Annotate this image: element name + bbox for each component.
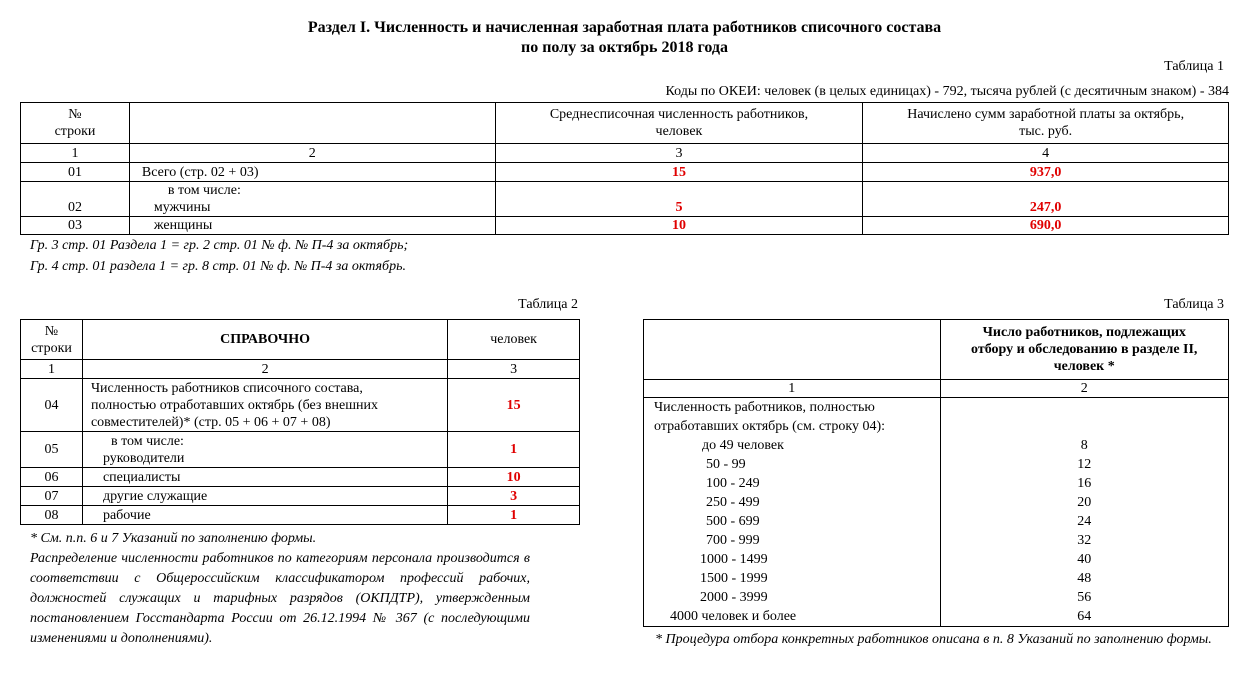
table-row: 05 в том числе: руководители 1 (21, 432, 580, 468)
list-item: до 49 человек (702, 438, 784, 453)
table3 (643, 319, 1229, 627)
table1-header-sum: Начислено сумм заработной платы за октябрь, тыс. руб. (863, 103, 1229, 144)
list-item: 1500 - 1999 (700, 571, 768, 586)
table-row: 02 в том числе: мужчины 5 247,0 (21, 182, 1229, 217)
table2-note: Распределение численности работников по категориям персонала производится в соответствии с Общероссийским классификатором профессий рабочих, должностей служащих и тарифных разрядов (ОКПДТР), утвержденным постановлением Госстандарта России от 26.12.1994 № 367 (с последующими изменениями и дополнениями). (30, 551, 530, 646)
list-item: 700 - 999 (706, 533, 760, 548)
list-item-value: 40 (1077, 552, 1092, 567)
table-row: 04 Численность работников списочного состава, полностью отработавших октябрь (без внешних совместителей)* (стр. 05 + 06 + 07 + 08) 15 (21, 379, 580, 432)
list-item-value: 12 (1077, 457, 1092, 472)
table3-intro: Численность работников, полностью (654, 400, 875, 415)
list-item-value: 64 (1077, 609, 1092, 624)
section-title-line2: по полу за октябрь 2018 года (520, 39, 728, 56)
table1-header-count: Среднесписочная численность работников, человек (495, 103, 863, 144)
table3-body: Численность работников, полностью отработавших октябрь (см. строку 04): до 49 человек 50 - 99 100 - 249 250 - 499 500 - 699 700 - 999 1000 - 1499 1500 - 1999 2000 - 3999 4000 человек и более 8 12 16 20 24 32 40 48 56 64 (644, 398, 1229, 627)
table1-col-numbers: 1 2 3 4 (21, 144, 1229, 163)
table1-header-row-no: № строки (21, 103, 130, 144)
list-item: 1000 - 1499 (700, 552, 768, 567)
list-item: 50 - 99 (706, 457, 746, 472)
table-row: 03 женщины 10 690,0 (21, 217, 1229, 235)
table2-footnote: * См. п.п. 6 и 7 Указаний по заполнению формы. (30, 531, 317, 546)
list-item-value: 56 (1077, 590, 1092, 605)
table-row: 07 другие служащие 3 (21, 487, 580, 506)
table2-header-unit: человек (448, 320, 580, 360)
list-item: 4000 человек и более (670, 609, 797, 624)
list-item-value: 20 (1077, 495, 1092, 510)
list-item: 2000 - 3999 (700, 590, 768, 605)
list-item-value: 8 (1080, 438, 1088, 453)
list-item-value: 16 (1077, 476, 1092, 491)
list-item-value: 24 (1077, 514, 1092, 529)
table3-footnote: * Процедура отбора конкретных работников описана в п. 8 Указаний по заполнению формы. (655, 632, 1212, 647)
table3-col-numbers: 1 2 (644, 380, 1229, 398)
table2-label: Таблица 2 (518, 297, 578, 312)
table1-note-1: Гр. 3 стр. 01 Раздела 1 = гр. 2 стр. 01 № ф. № П-4 за октябрь; (30, 238, 409, 253)
table2-header-row-no: № строки (21, 320, 83, 360)
table2-col-numbers: 1 2 3 (21, 360, 580, 379)
table3-label: Таблица 3 (1164, 297, 1224, 312)
table-row: 06 специалисты 10 (21, 468, 580, 487)
table1 (20, 102, 1229, 235)
list-item: 250 - 499 (706, 495, 760, 510)
table3-header: Число работников, подлежащих отбору и обследованию в разделе II, человек * (940, 320, 1229, 380)
table2 (20, 319, 580, 525)
section-title-line1: Раздел I. Численность и начисленная заработная плата работников списочного состава (307, 19, 942, 36)
table1-note-2: Гр. 4 стр. 01 раздела 1 = гр. 8 стр. 01 № ф. № П-4 за октябрь. (30, 259, 406, 274)
table3-header-empty (644, 320, 941, 380)
list-item: 500 - 699 (706, 514, 760, 529)
table1-label: Таблица 1 (1164, 59, 1224, 74)
list-item-value: 32 (1077, 533, 1092, 548)
list-item: 100 - 249 (706, 476, 760, 491)
table-row: 08 рабочие 1 (21, 506, 580, 525)
list-item-value: 48 (1077, 571, 1092, 586)
table1-okei-codes: Коды по ОКЕИ: человек (в целых единицах) - 792, тысяча рублей (с десятичным знаком) - 384 (665, 84, 1229, 99)
table-row: 01 Всего (стр. 02 + 03) 15 937,0 (21, 163, 1229, 182)
table1-header-name (129, 103, 495, 144)
table2-header-title: СПРАВОЧНО (82, 320, 447, 360)
